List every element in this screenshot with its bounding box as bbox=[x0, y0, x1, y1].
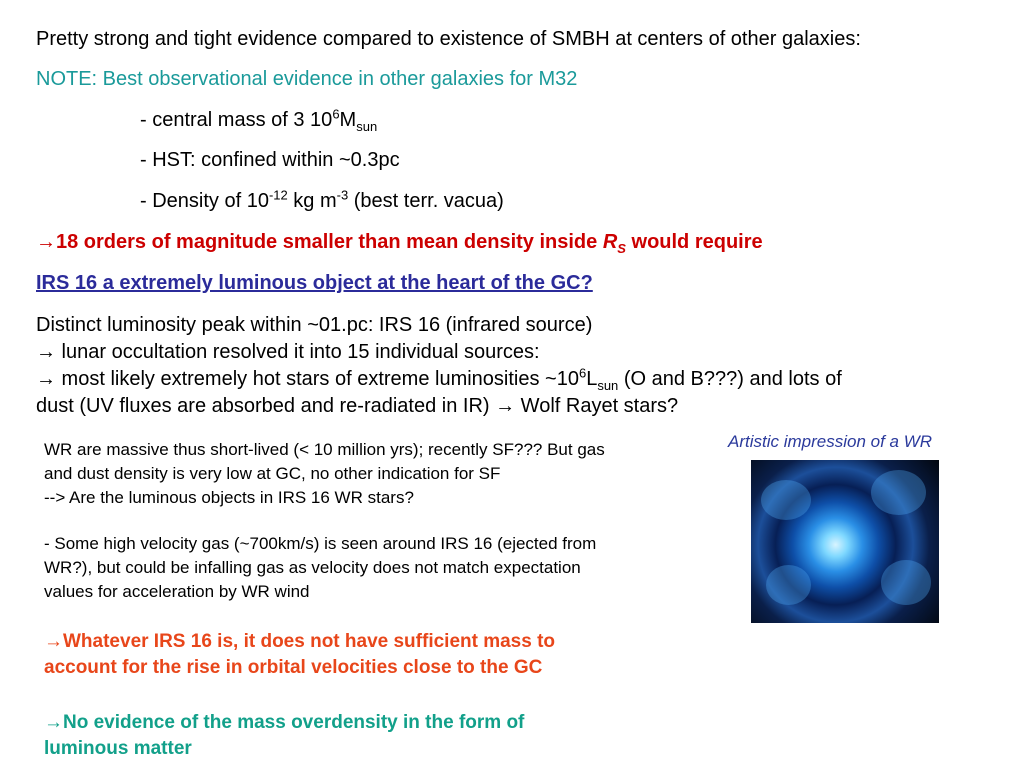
bullet-density-post: (best terr. vacua) bbox=[348, 190, 504, 212]
image-caption: Artistic impression of a WR bbox=[728, 432, 933, 451]
bullet-density-text: - Density of 10 bbox=[140, 190, 269, 212]
bullet-hst: - HST: confined within ~0.3pc bbox=[140, 149, 400, 171]
arrow-icon: → bbox=[36, 231, 56, 253]
para-line-3-exp: 6 bbox=[578, 365, 587, 381]
para-line-4-post: Wolf Rayet stars? bbox=[515, 395, 679, 417]
wr-line-3: --> Are the luminous objects in IRS 16 WR stars? bbox=[44, 488, 414, 507]
arrow-icon: → bbox=[44, 631, 63, 652]
para-line-3 bbox=[36, 367, 842, 391]
rs-symbol: R bbox=[602, 231, 618, 253]
arrow-icon: → bbox=[495, 395, 516, 417]
bullet-mass-sub: sun bbox=[356, 119, 378, 134]
whatever-line-1 bbox=[44, 629, 555, 655]
nebula-cloud-3 bbox=[881, 560, 931, 605]
arrow-icon: → bbox=[36, 368, 56, 390]
intro-line: Pretty strong and tight evidence compared to existence of SMBH at centers of other galaxies: bbox=[36, 28, 861, 50]
wr-line-2: and dust density is very low at GC, no other indication for SF bbox=[44, 464, 501, 483]
arrow-icon: → bbox=[44, 712, 63, 733]
para-line-2-text: lunar occultation resolved it into 15 individual sources: bbox=[56, 341, 540, 363]
para-line-2 bbox=[36, 340, 540, 364]
rs-sub: S bbox=[617, 241, 626, 256]
whatever-line-2: account for the rise in orbital velocities close to the GC bbox=[44, 657, 543, 678]
arrow-icon: → bbox=[36, 341, 56, 363]
para-line-3-l: L bbox=[586, 368, 598, 390]
para-line-3-sub: sun bbox=[597, 378, 619, 393]
para-line-1: Distinct luminosity peak within ~01.pc: IRS 16 (infrared source) bbox=[36, 314, 593, 336]
noevidence-line-1 bbox=[44, 710, 524, 736]
para-line-3-post: (O and B???) and lots of bbox=[618, 368, 842, 390]
bullet-mass-m: M bbox=[339, 109, 357, 131]
bullet-density-mid: kg m bbox=[287, 190, 337, 212]
note-line: NOTE: Best observational evidence in other galaxies for M32 bbox=[36, 68, 578, 90]
wolf-rayet-star-image bbox=[751, 460, 939, 623]
noevidence-line-2: luminous matter bbox=[44, 738, 192, 759]
bullet-density-exp2: -3 bbox=[336, 187, 349, 203]
wr-line-6: values for acceleration by WR wind bbox=[44, 582, 310, 601]
nebula-cloud-4 bbox=[766, 565, 811, 605]
nebula-cloud-1 bbox=[761, 480, 811, 520]
conclusion-density bbox=[36, 230, 763, 254]
wr-line-1: WR are massive thus short-lived (< 10 million yrs); recently SF??? But gas bbox=[44, 440, 605, 459]
wr-line-5: WR?), but could be infalling gas as velocity does not match expectation bbox=[44, 558, 581, 577]
irs-heading: IRS 16 a extremely luminous object at the heart of the GC? bbox=[36, 272, 593, 294]
bullet-mass bbox=[140, 108, 377, 132]
noevidence-text-1: No evidence of the mass overdensity in the form of bbox=[63, 712, 525, 733]
para-line-3-text: most likely extremely hot stars of extreme luminosities ~10 bbox=[56, 368, 579, 390]
conclusion-density-text: 18 orders of magnitude smaller than mean density inside bbox=[56, 231, 603, 253]
bullet-density bbox=[140, 189, 504, 213]
para-line-4 bbox=[36, 394, 678, 418]
bullet-mass-text: - central mass of 3 10 bbox=[140, 109, 333, 131]
para-line-4-text: dust (UV fluxes are absorbed and re-radiated in IR) bbox=[36, 395, 496, 417]
bullet-mass-exp: 6 bbox=[332, 106, 340, 122]
whatever-text-1: Whatever IRS 16 is, it does not have sufficient mass to bbox=[63, 631, 556, 652]
bullet-density-exp: -12 bbox=[268, 187, 288, 203]
wr-line-4: - Some high velocity gas (~700km/s) is seen around IRS 16 (ejected from bbox=[44, 534, 597, 553]
nebula-cloud-2 bbox=[871, 470, 926, 515]
conclusion-density-tail: would require bbox=[625, 231, 763, 253]
